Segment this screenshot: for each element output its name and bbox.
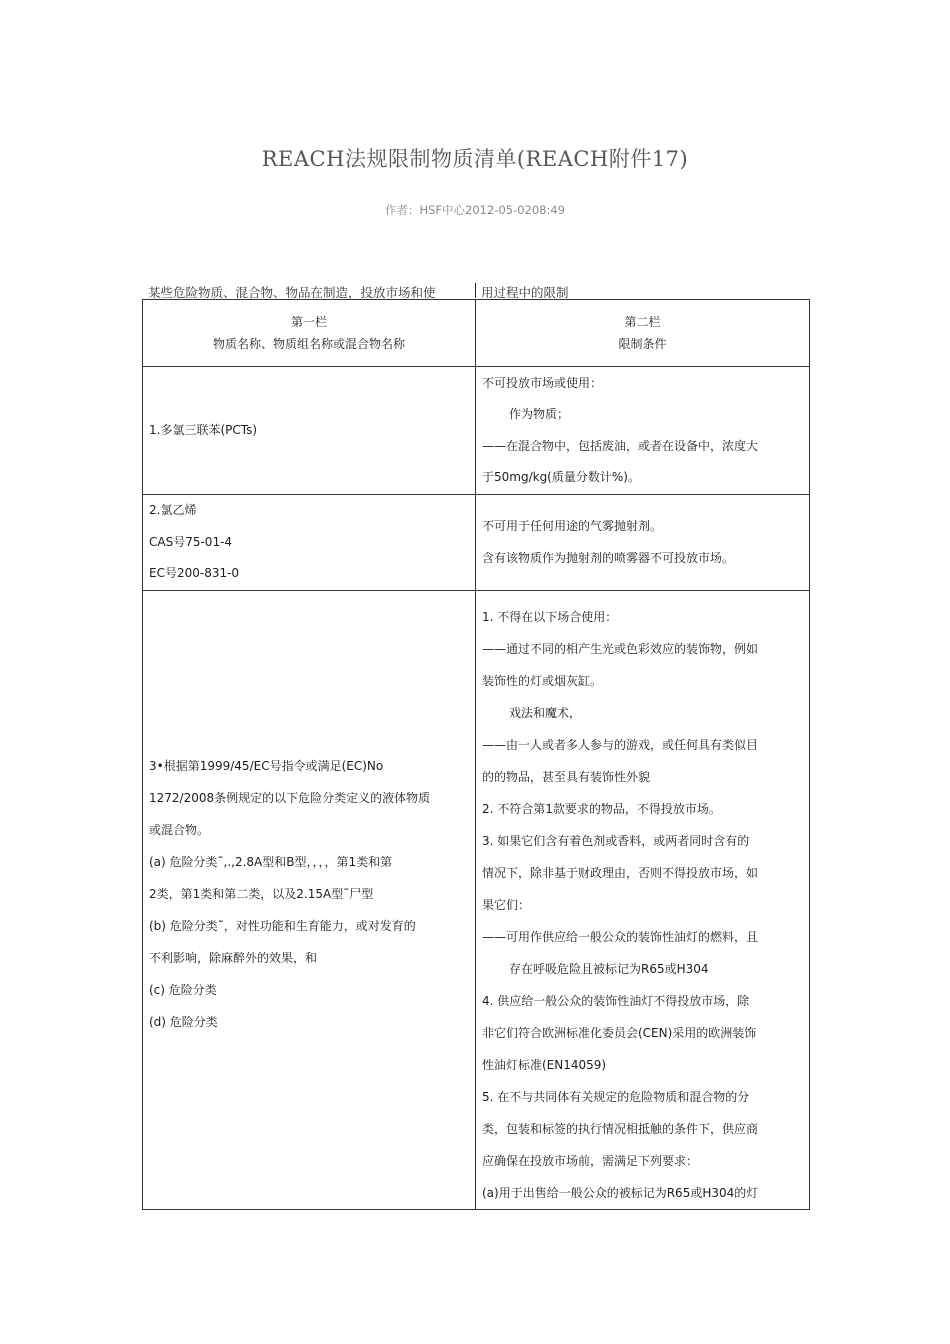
substance-cell xyxy=(143,591,476,1210)
page-title: REACH法规限制物质清单(REACH附件17) xyxy=(261,147,689,171)
condition-line: 的的物品，甚至具有装饰性外貌 xyxy=(482,770,651,784)
substance-cell xyxy=(143,367,476,495)
condition-cell xyxy=(476,495,810,591)
condition-line: ——可用作供应给一般公众的装饰性油灯的燃料，且 xyxy=(482,930,759,944)
substance-line: (c) 危险分类 xyxy=(149,983,217,997)
condition-line: 2. 不符合第1款要求的物品，不得投放市场。 xyxy=(482,802,721,816)
condition-line: 应确保在投放市场前，需满足下列要求： xyxy=(482,1154,699,1168)
caption-left: 某些危险物质、混合物、物品在制造，投放市场和使 xyxy=(148,285,436,300)
table-header-row xyxy=(143,300,810,367)
substance-line: 2.氯乙烯 xyxy=(149,503,197,518)
condition-line: 4. 供应给一般公众的装饰性油灯不得投放市场，除 xyxy=(482,994,750,1008)
condition-line: 3. 如果它们含有着色剂或香料，或两者同时含有的 xyxy=(482,834,750,848)
substance-line: 1272/2008条例规定的以下危险分类定义的液体物质 xyxy=(149,791,431,805)
condition-line: ——在混合物中，包括废油，或者在设备中，浓度大 xyxy=(482,438,759,453)
table-row xyxy=(143,591,810,1210)
condition-line: 存在呼吸危险且被标记为R65或H304 xyxy=(509,962,709,976)
table-row xyxy=(143,495,810,591)
header-column-1 xyxy=(143,300,476,367)
caption-right: 用过程中的限制 xyxy=(481,285,569,300)
table-caption xyxy=(148,283,808,299)
substance-line: 2类，第1类和第二类，以及2.15A型˜尸型 xyxy=(149,887,374,901)
condition-line: 类，包装和标签的执行情况相抵触的条件下，供应商 xyxy=(482,1122,759,1136)
condition-line: 性油灯标准(EN14059) xyxy=(482,1058,607,1072)
header-column-2-subtitle: 限制条件 xyxy=(618,337,667,351)
condition-line: 装饰性的灯或烟灰缸。 xyxy=(482,674,603,688)
header-column-1-title: 第一栏 xyxy=(290,315,327,329)
condition-line: ——由一人或者多人参与的游戏，或任何具有类似目 xyxy=(482,738,759,752)
substance-line: (b) 危险分类˜，对性功能和生育能力，或对发育的 xyxy=(149,919,416,933)
header-column-2 xyxy=(476,300,810,367)
substance-line: (a) 危险分类˜,.,2.8A型和B型，，，，第1类和第 xyxy=(149,855,393,869)
condition-line: 含有该物质作为抛射剂的喷雾器不可投放市场。 xyxy=(482,550,735,565)
substance-line: 1.多氯三联苯(PCTs) xyxy=(149,422,258,437)
condition-cell xyxy=(476,367,810,495)
condition-cell xyxy=(476,591,810,1210)
substance-line: CAS号75-01-4 xyxy=(149,534,233,549)
author-byline: 作者：HSF中心2012-05-0208:49 xyxy=(384,203,566,217)
substance-line: 3•根据第1999/45/EC号指令或满足(EC)No xyxy=(149,759,384,773)
table-row xyxy=(143,367,810,495)
restriction-table xyxy=(142,299,810,1210)
substance-line: (d) 危险分类 xyxy=(149,1015,218,1029)
substance-line: 不利影响，除麻醉外的效果，和 xyxy=(149,951,318,965)
condition-line: ——通过不同的相产生光或色彩效应的装饰物，例如 xyxy=(482,642,759,656)
condition-line: 不可投放市场或使用： xyxy=(482,375,603,390)
condition-line: 非它们符合欧洲标准化委员会(CEN)采用的欧洲装饰 xyxy=(482,1026,757,1040)
condition-line: 果它们： xyxy=(482,898,531,912)
caption-divider xyxy=(475,283,476,298)
substance-line: EC号200-831-0 xyxy=(149,566,240,581)
condition-line: 于50mg/kg(质量分数计%)。 xyxy=(482,470,640,484)
substance-line: 或混合物。 xyxy=(149,823,210,837)
condition-line: (a)用于出售给一般公众的被标记为R65或H304的灯 xyxy=(482,1186,759,1200)
condition-line: 1. 不得在以下场合使用： xyxy=(482,610,618,624)
substance-cell xyxy=(143,495,476,591)
header-column-1-subtitle: 物质名称、物质组名称或混合物名称 xyxy=(212,337,405,351)
condition-line: 戏法和魔术， xyxy=(509,706,582,720)
condition-line: 作为物质； xyxy=(509,407,570,421)
condition-line: 5. 在不与共同体有关规定的危险物质和混合物的分 xyxy=(482,1090,750,1104)
condition-line: 情况下，除非基于财政理由，否则不得投放市场，如 xyxy=(482,866,759,880)
header-column-2-title: 第二栏 xyxy=(624,315,661,329)
condition-line: 不可用于任何用途的气雾抛射剂。 xyxy=(482,519,663,533)
